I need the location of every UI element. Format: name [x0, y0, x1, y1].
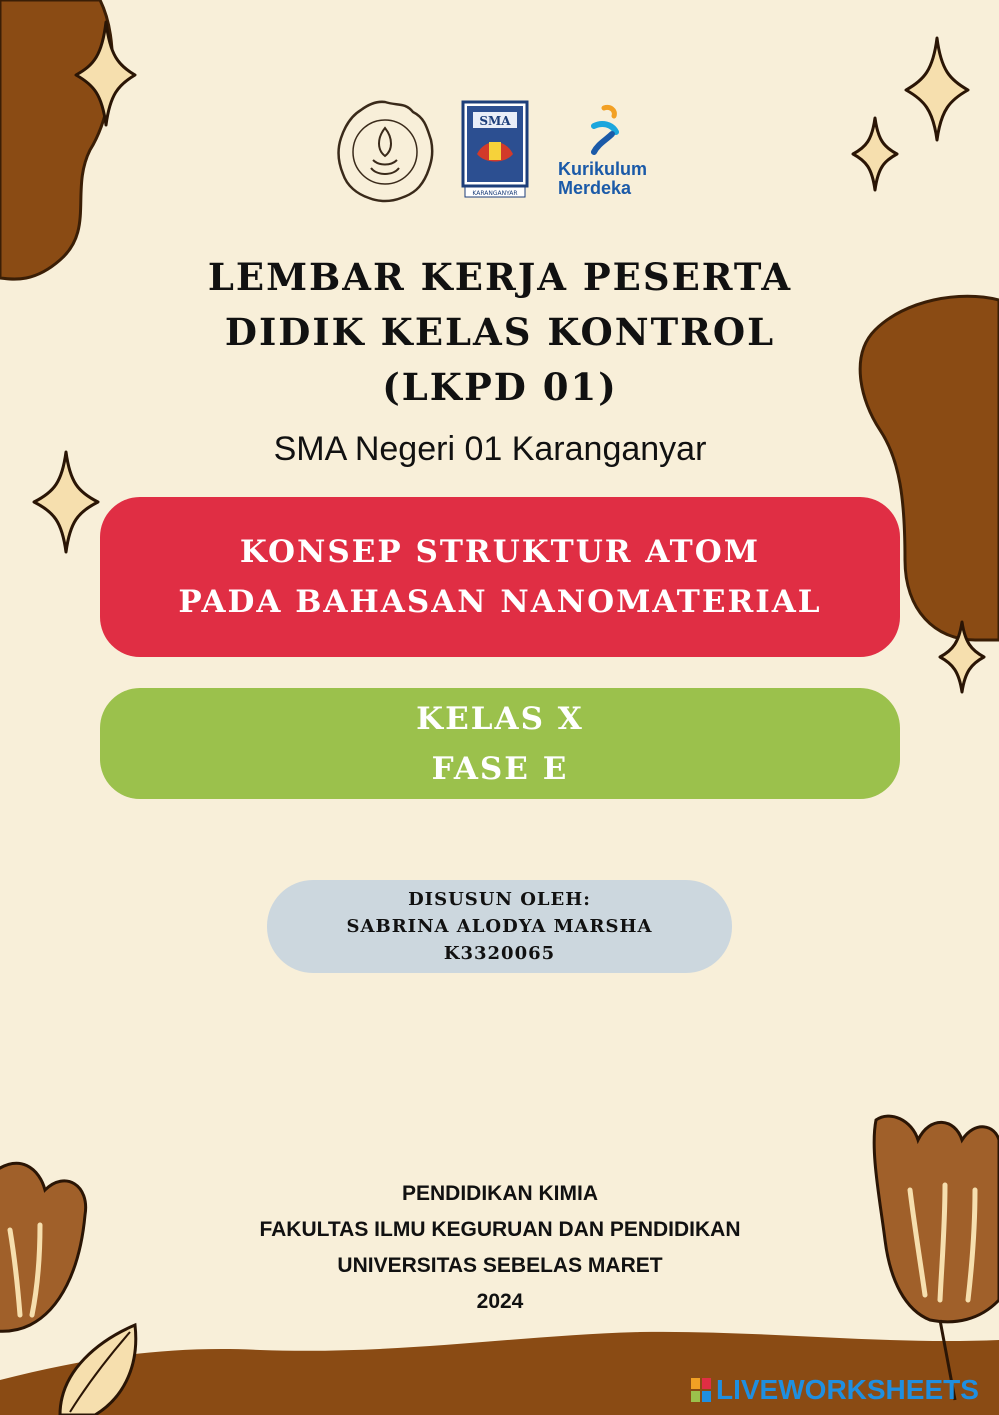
- title-line-3: (LKPD 01): [382, 365, 618, 409]
- grade-line-1: KELAS X: [416, 700, 584, 737]
- liveworksheets-logo-icon: [690, 1377, 712, 1403]
- institution-footer: [150, 1176, 850, 1320]
- star-icon: [853, 118, 897, 190]
- university-seal-icon: [335, 98, 435, 206]
- top-left-blob: [0, 0, 112, 279]
- school-name: SMA Negeri 01 Karanganyar: [273, 430, 707, 468]
- author-name: SABRINA ALODYA MARSHA: [346, 916, 653, 937]
- kurikulum-merdeka-logo: [586, 104, 626, 156]
- author-label: DISUSUN OLEH:: [408, 889, 591, 910]
- topic-banner: [100, 497, 900, 657]
- title-line-1: LEMBAR KERJA PESERTA: [207, 255, 793, 299]
- author-box: [267, 880, 732, 973]
- footer-line-3: UNIVERSITAS SEBELAS MARET: [337, 1254, 663, 1277]
- author-id: K3320065: [443, 943, 556, 964]
- liveworksheets-watermark[interactable]: [690, 1374, 979, 1406]
- footer-line-1: PENDIDIKAN KIMIA: [401, 1182, 598, 1205]
- grade-banner: [100, 688, 900, 799]
- star-icon: [906, 38, 968, 140]
- svg-text:KARANGANYAR: KARANGANYAR: [472, 190, 518, 197]
- title-line-2: DIDIK KELAS KONTROL: [224, 310, 776, 354]
- topic-line-1: KONSEP STRUKTUR ATOM: [239, 534, 761, 570]
- school-emblem-icon: [459, 98, 531, 200]
- merdeka-word: Merdeka: [558, 178, 632, 198]
- kurikulum-word: Kurikulum: [558, 159, 648, 179]
- footer-line-2: FAKULTAS ILMU KEGURUAN DAN PENDIDIKAN: [259, 1218, 741, 1241]
- kurikulum-merdeka-text: [558, 160, 647, 198]
- svg-text:SMA: SMA: [479, 114, 511, 128]
- topic-line-2: PADA BAHASAN NANOMATERIAL: [178, 584, 822, 620]
- footer-year: 2024: [476, 1290, 524, 1313]
- watermark-text: LIVEWORKSHEETS: [716, 1374, 979, 1405]
- star-icon: [34, 452, 98, 552]
- grade-line-2: FASE E: [431, 750, 569, 787]
- bottom-left-flower-icon: [0, 1163, 86, 1331]
- page-title: [120, 250, 880, 415]
